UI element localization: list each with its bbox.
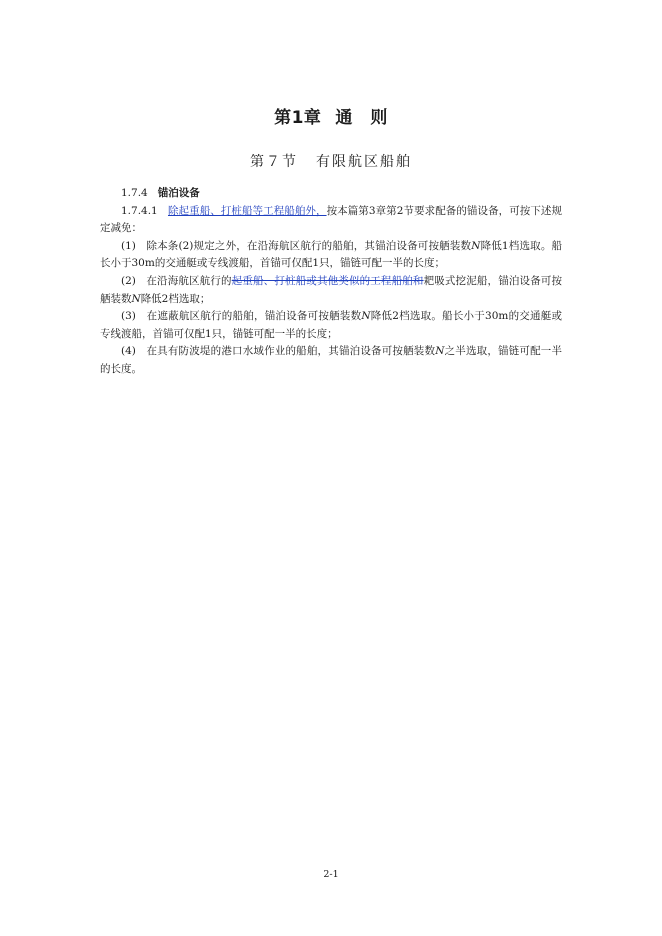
chapter-name: 通 则 <box>335 108 388 128</box>
item-text: 在具有防波堤的港口水域作业的船舶，其锚泊设备可按舾装数 <box>146 345 436 358</box>
item-text: 在遮蔽航区航行的船舶，锚泊设备可按舾装数 <box>146 310 362 323</box>
chapter-title <box>0 103 662 128</box>
item-text: 除本条(2)规定之外，在沿海航区航行的船舶，其锚泊设备可按舾装数 <box>146 239 472 252</box>
page-number: 2-1 <box>323 869 339 880</box>
clause-text: 按本篇第3章第2节要求配备的锚设备，可按下述规定减免： <box>100 204 562 235</box>
item-number: (2) <box>121 274 136 287</box>
item-symbol: N <box>131 292 141 305</box>
item-number: (3) <box>121 310 136 323</box>
item-text: 降低2档选取。船长小于30m的交通艇或专线渡船，首锚可仅配1只，锚链可配一半的长度； <box>100 310 563 340</box>
list-item <box>100 308 562 343</box>
list-item <box>100 343 562 378</box>
section-prefix: 第７节 <box>250 154 298 170</box>
item-text: 之半选取，锚链可配一半的长度。 <box>100 345 563 375</box>
item-text: 降低2档选取； <box>140 292 211 305</box>
deleted-revision-text: 起重船、打桩船或其他类似的工程船舶和 <box>231 274 424 287</box>
item-symbol: N <box>435 345 445 358</box>
item-text: 耙吸式挖泥船，锚泊设备可按舾装数 <box>100 274 563 305</box>
item-symbol: N <box>471 239 481 252</box>
subsection-title: 锚泊设备 <box>157 187 200 199</box>
clause-number: 1.7.4.1 <box>121 204 158 217</box>
subsection-number: 1.7.4 <box>121 187 148 199</box>
section-name: 有限航区船舶 <box>316 154 412 170</box>
item-number: (4) <box>121 345 136 358</box>
subsection-heading <box>100 185 562 203</box>
item-number: (1) <box>121 239 136 252</box>
clause-paragraph <box>100 203 562 238</box>
chapter-prefix: 第1章 <box>274 108 322 128</box>
item-symbol: N <box>361 310 371 323</box>
section-title <box>0 151 662 171</box>
list-item <box>100 273 562 308</box>
item-text: 在沿海航区航行的 <box>146 274 232 287</box>
document-body <box>100 185 562 379</box>
item-text: 降低1档选取。船长小于30m的交通艇或专线渡船，首锚可仅配1只，锚链可配一半的长度； <box>100 239 563 270</box>
inserted-revision-text: 除起重船、打桩船等工程船舶外， <box>167 204 327 217</box>
list-item <box>100 238 562 273</box>
